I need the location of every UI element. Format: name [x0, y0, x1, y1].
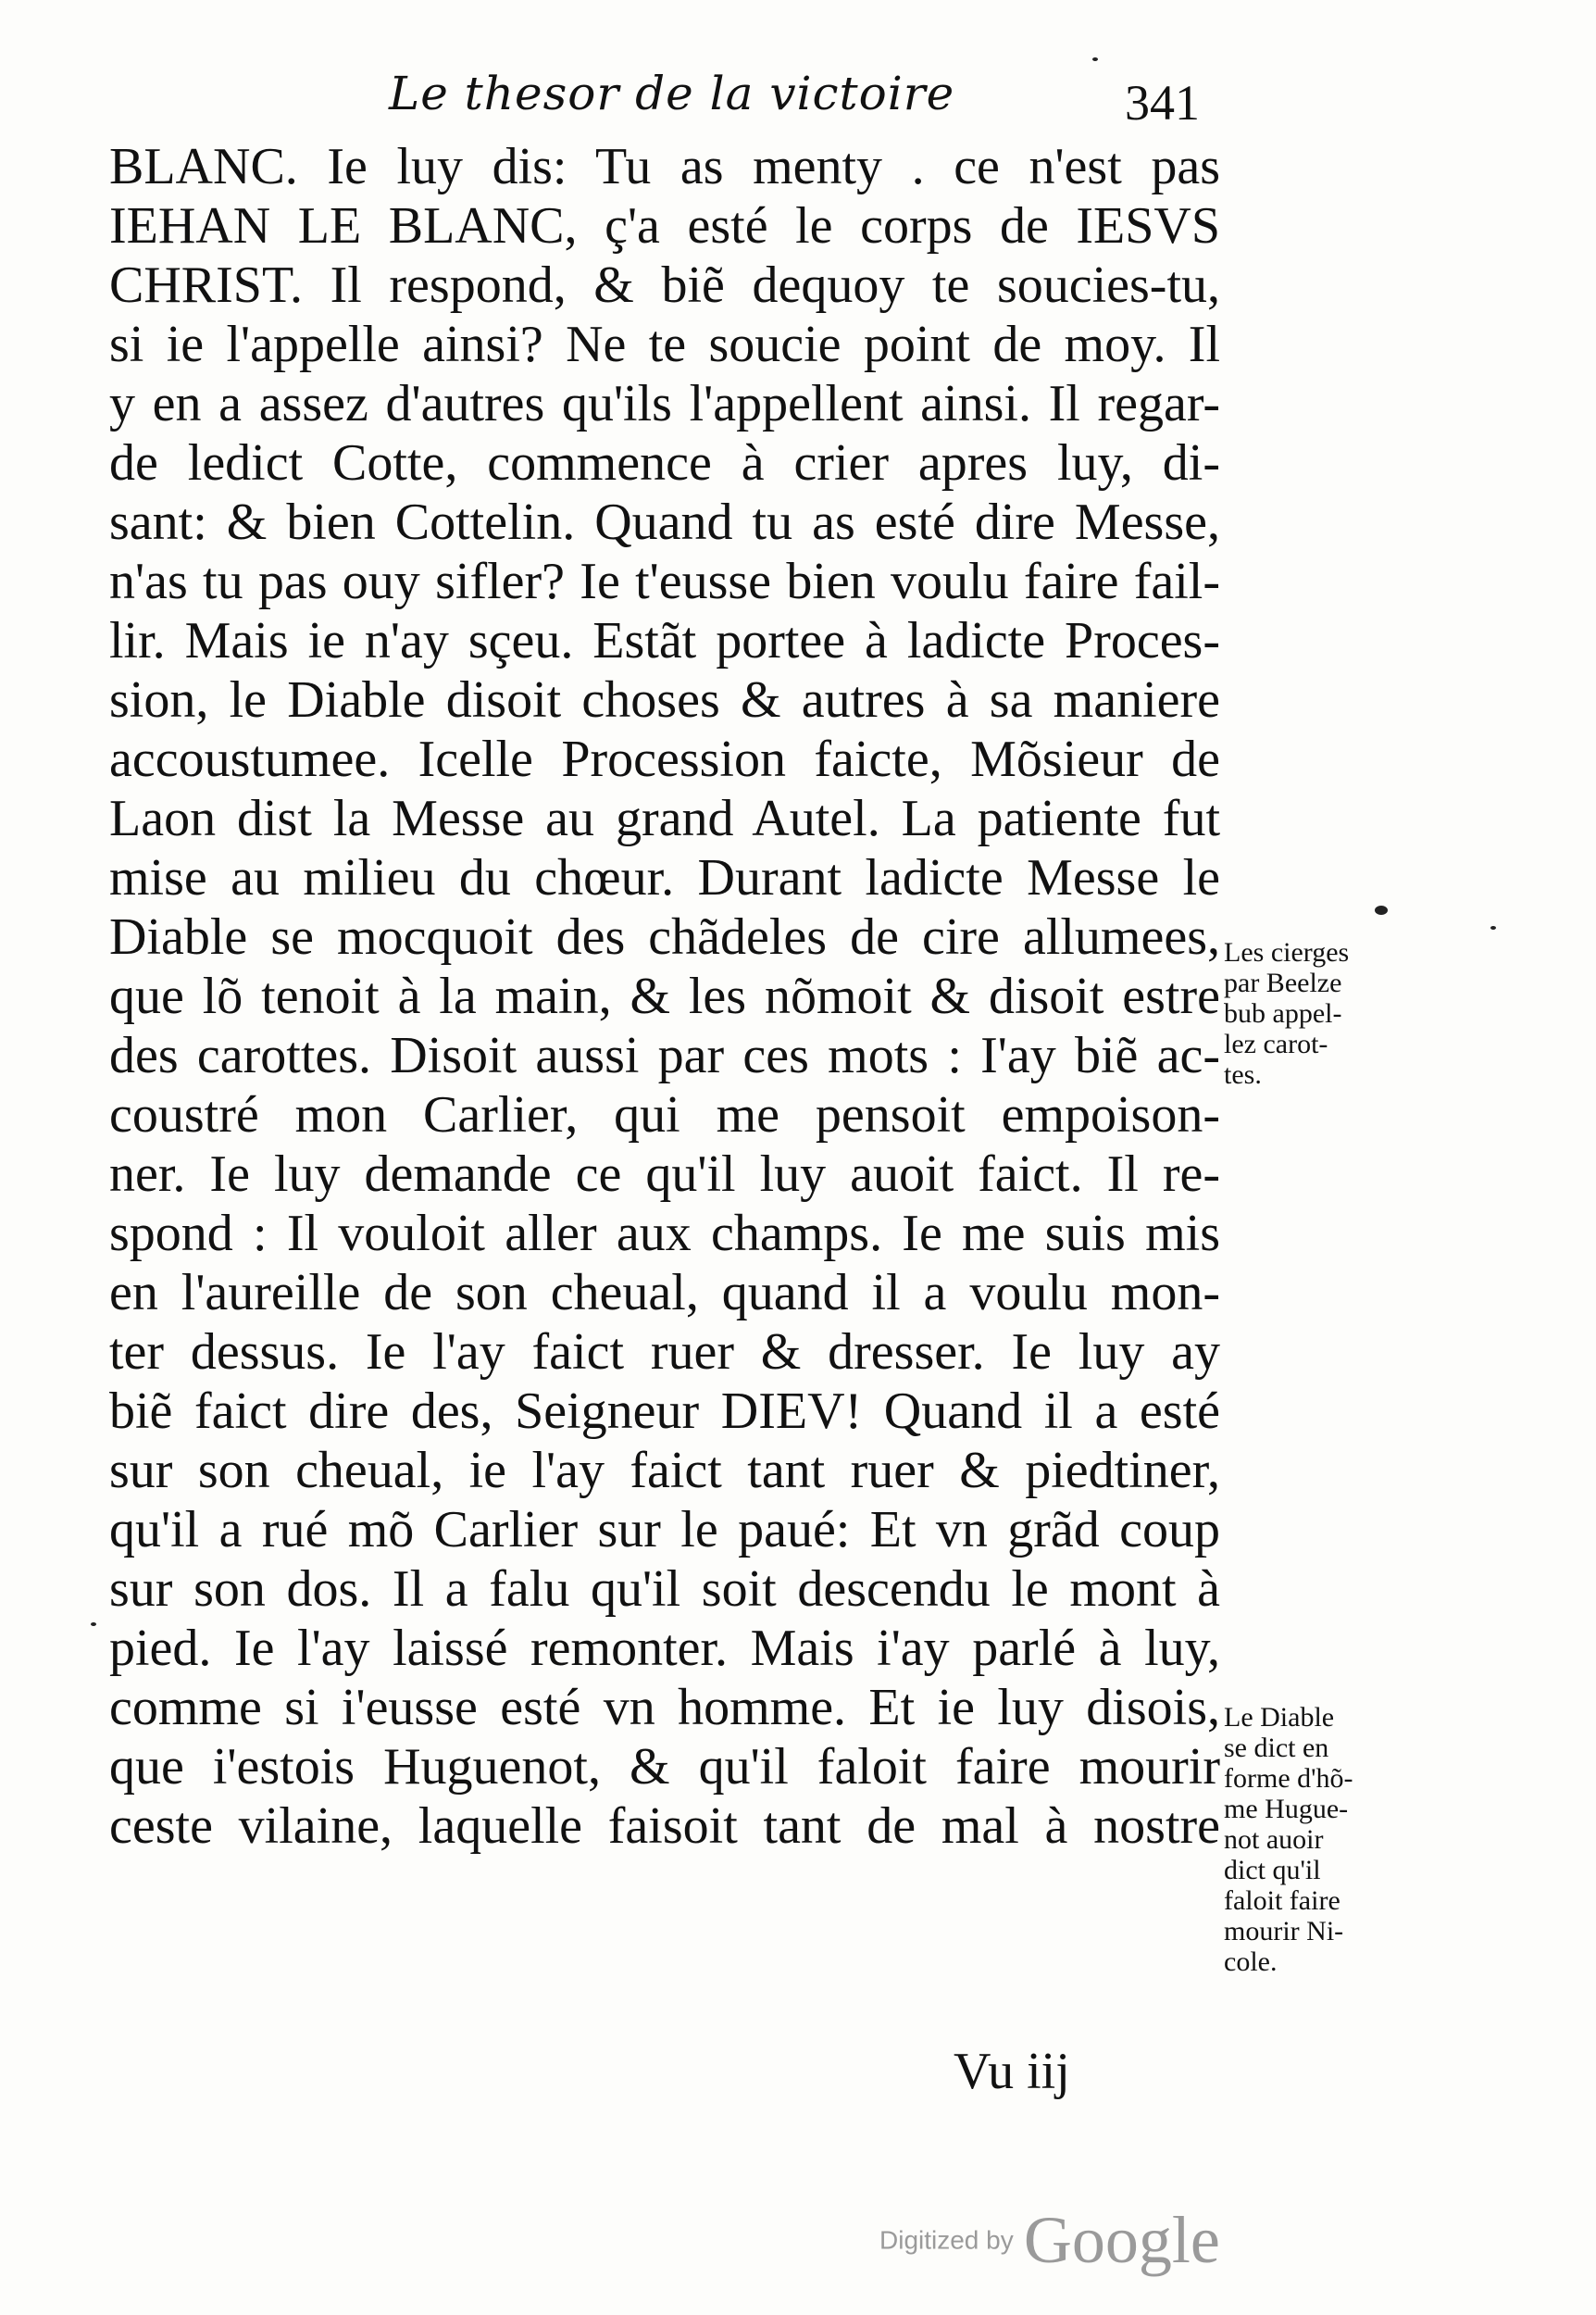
text-line: sur son cheual, ie l'ay faict tant ruer & piedtiner,: [109, 1442, 1220, 1499]
footer-label: Digitized by: [879, 2225, 1014, 2255]
signature-mark: Vu iij: [954, 2043, 1070, 2100]
ink-speck: [1375, 906, 1388, 915]
margin-note-line: forme d'hõ-: [1224, 1763, 1353, 1794]
margin-note-line: tes.: [1224, 1059, 1262, 1090]
text-line: si ie l'appelle ainsi? Ne te soucie point de moy. Il: [109, 316, 1220, 373]
text-line: pied. Ie l'ay laissé remonter. Mais i'ay parlé à luy,: [109, 1620, 1220, 1677]
text-line: ceste vilaine, laquelle faisoit tant de mal à nostre: [109, 1797, 1220, 1855]
text-line: qu'il a rué mõ Carlier sur le paué: Et vn grãd coup: [109, 1501, 1220, 1558]
text-line: ter dessus. Ie l'ay faict ruer & dresser. Ie luy ay: [109, 1323, 1220, 1381]
text-line: comme si i'eusse esté vn homme. Et ie luy disois,: [109, 1679, 1220, 1736]
text-line: ner. Ie luy demande ce qu'il luy auoit faict. Il re-: [109, 1145, 1220, 1203]
ink-speck: [1092, 57, 1098, 61]
text-line: y en a assez d'autres qu'ils l'appellent ainsi. Il regar-: [109, 375, 1220, 432]
margin-note-line: bub appel-: [1224, 998, 1342, 1029]
text-line: BLANC. Ie luy dis: Tu as menty . ce n'est pas: [109, 138, 1220, 195]
text-line: sur son dos. Il a falu qu'il soit descendu le mont à: [109, 1560, 1220, 1618]
margin-note-line: mourir Ni-: [1224, 1916, 1344, 1946]
ink-speck: [91, 1622, 96, 1626]
text-line: que i'estois Huguenot, & qu'il faloit faire mourir: [109, 1738, 1220, 1796]
text-line: mise au milieu du chœur. Durant ladicte Messe le: [109, 849, 1220, 907]
margin-note-line: faloit faire: [1224, 1885, 1340, 1916]
text-line: des carottes. Disoit aussi par ces mots : I'ay biẽ ac-: [109, 1027, 1220, 1084]
margin-note-line: par Beelze: [1224, 968, 1342, 998]
text-line: en l'aureille de son cheual, quand il a voulu mon-: [109, 1264, 1220, 1321]
margin-note-line: dict qu'il: [1224, 1855, 1321, 1885]
text-line: Laon dist la Messe au grand Autel. La patiente fut: [109, 790, 1220, 847]
running-title: Le thesor de la victoire: [389, 67, 955, 120]
text-line: IEHAN LE BLANC, ç'a esté le corps de IESVS: [109, 197, 1220, 255]
text-line: que lõ tenoit à la main, & les nõmoit & disoit estre: [109, 968, 1220, 1025]
margin-note-line: me Hugue-: [1224, 1794, 1349, 1824]
margin-note-line: lez carot-: [1224, 1029, 1328, 1059]
google-logo-text: Google: [1023, 2203, 1220, 2277]
text-line: n'as tu pas ouy sifler? Ie t'eusse bien voulu faire fail-: [109, 553, 1220, 610]
text-line: de ledict Cotte, commence à crier apres luy, di-: [109, 434, 1220, 492]
text-line: accoustumee. Icelle Procession faicte, Mõsieur de: [109, 731, 1220, 788]
margin-note-line: Les cierges: [1224, 937, 1350, 968]
text-line: sion, le Diable disoit choses & autres à sa maniere: [109, 671, 1220, 729]
digitized-footer: [879, 2202, 1220, 2279]
margin-note-line: se dict en: [1224, 1733, 1329, 1763]
text-line: biẽ faict dire des, Seigneur DIEV! Quand il a esté: [109, 1383, 1220, 1440]
margin-note-line: not auoir: [1224, 1824, 1324, 1855]
ink-speck: [1490, 926, 1496, 930]
margin-note-line: Le Diable: [1224, 1702, 1335, 1733]
text-line: spond : Il vouloit aller aux champs. Ie me suis mis: [109, 1205, 1220, 1262]
text-line: sant: & bien Cottelin. Quand tu as esté dire Messe,: [109, 494, 1220, 551]
margin-note-line: cole.: [1224, 1946, 1278, 1977]
page-number: 341: [1125, 75, 1200, 131]
text-line: Diable se mocquoit des chãdeles de cire allumees,: [109, 908, 1220, 966]
margin-note-diable: [1224, 1702, 1428, 1977]
margin-note-cierges: [1224, 937, 1428, 1090]
text-line: coustré mon Carlier, qui me pensoit empoison-: [109, 1086, 1220, 1144]
text-line: lir. Mais ie n'ay sçeu. Estãt portee à ladicte Proces-: [109, 612, 1220, 669]
text-line: CHRIST. Il respond, & biẽ dequoy te soucies-tu,: [109, 257, 1220, 314]
